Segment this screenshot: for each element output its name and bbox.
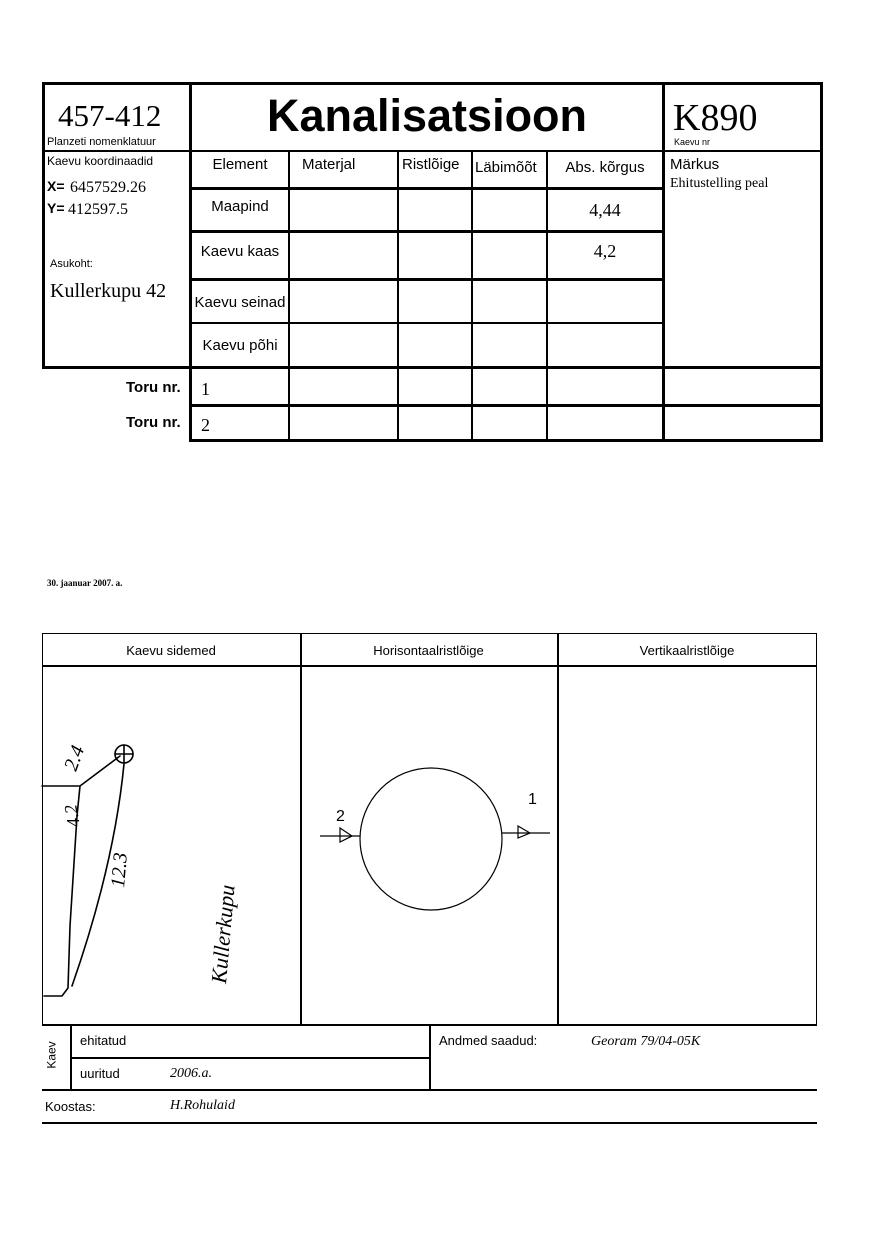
pipe-label: Toru nr. [126, 414, 181, 431]
row-element: Kaevu seinad [194, 294, 286, 311]
col-header-material: Materjal [302, 156, 356, 173]
panel-header-vertical: Vertikaalristlõige [639, 643, 735, 658]
y-label: Y= [47, 200, 65, 216]
street-label: Kullerkupu [206, 883, 240, 985]
date: 30. jaanuar 2007. a. [47, 578, 123, 588]
divider [471, 366, 473, 442]
location-value: Kullerkupu 42 [50, 280, 167, 302]
divider [288, 150, 290, 369]
pipe-number: 1 [201, 379, 210, 399]
divider [42, 1122, 817, 1124]
divider [189, 366, 192, 442]
col-header-cross-section: Ristlõige [402, 156, 460, 173]
divider [820, 366, 823, 442]
divider [189, 230, 662, 233]
divider [189, 278, 662, 281]
divider [662, 366, 665, 442]
pipe-label: Toru nr. [126, 379, 181, 396]
link-line-top [80, 756, 120, 786]
horizontal-section [300, 666, 557, 1024]
divider [397, 366, 399, 442]
well-caption: Kaevu nr [674, 137, 711, 147]
x-value: 6457529.26 [70, 179, 146, 196]
row-abs-height: 4,44 [589, 200, 621, 220]
row-element: Kaevu põhi [202, 337, 278, 354]
col-header-abs-height: Abs. kõrgus [565, 159, 645, 176]
divider [70, 1057, 430, 1059]
side-label: Kaev [44, 1041, 59, 1069]
sheet-number: 457-412 [58, 98, 162, 133]
row-element: Maapind [211, 198, 269, 215]
surveyed-label: uuritud [80, 1066, 120, 1081]
surveyed-value: 2006.a. [170, 1066, 212, 1081]
dim-top: 2.4 [60, 742, 90, 774]
panel-header-links: Kaevu sidemed [126, 643, 216, 658]
panel-header-horizontal: Horisontaalristlõige [373, 643, 484, 658]
row-abs-height: 4,2 [593, 241, 617, 261]
links-sketch [42, 666, 300, 1024]
divider [189, 322, 662, 324]
dim-long: 12.3 [107, 851, 133, 889]
author-label: Koostas: [45, 1099, 96, 1114]
row-element: Kaevu kaas [200, 243, 280, 260]
well-number: K890 [673, 97, 758, 139]
well-circle [360, 768, 502, 910]
coords-caption: Kaevu koordinaadid [47, 154, 154, 168]
built-label: ehitatud [80, 1033, 127, 1048]
col-header-note: Märkus [670, 156, 720, 173]
source-value: Georam 79/04-05K [591, 1034, 701, 1049]
divider [42, 1089, 817, 1091]
divider [429, 1024, 431, 1090]
divider [546, 366, 548, 442]
pipe-out-label: 1 [528, 791, 537, 808]
divider [288, 366, 290, 442]
divider [189, 439, 823, 442]
note-value: Ehitustelling peal [670, 176, 769, 191]
divider [557, 633, 559, 1025]
divider [662, 82, 665, 369]
divider [397, 150, 399, 369]
divider [42, 150, 823, 152]
location-label: Asukoht: [50, 258, 93, 270]
author-value: H.Rohulaid [170, 1098, 235, 1113]
y-value: 412597.5 [68, 201, 128, 218]
x-label: X= [47, 178, 65, 194]
sheet-caption: Planzeti nomenklatuur [47, 136, 156, 148]
pipe-number: 2 [201, 415, 210, 435]
divider [42, 366, 823, 369]
divider [189, 187, 662, 190]
source-label: Andmed saadud: [439, 1033, 538, 1048]
col-header-diameter: Läbimõõt [475, 159, 537, 176]
page-title: Kanalisatsioon [266, 90, 588, 141]
col-header-element: Element [212, 156, 268, 173]
divider [471, 150, 473, 369]
divider [189, 404, 823, 407]
pipe-in-label: 2 [336, 808, 345, 825]
dim-left: 4.2 [60, 803, 84, 829]
